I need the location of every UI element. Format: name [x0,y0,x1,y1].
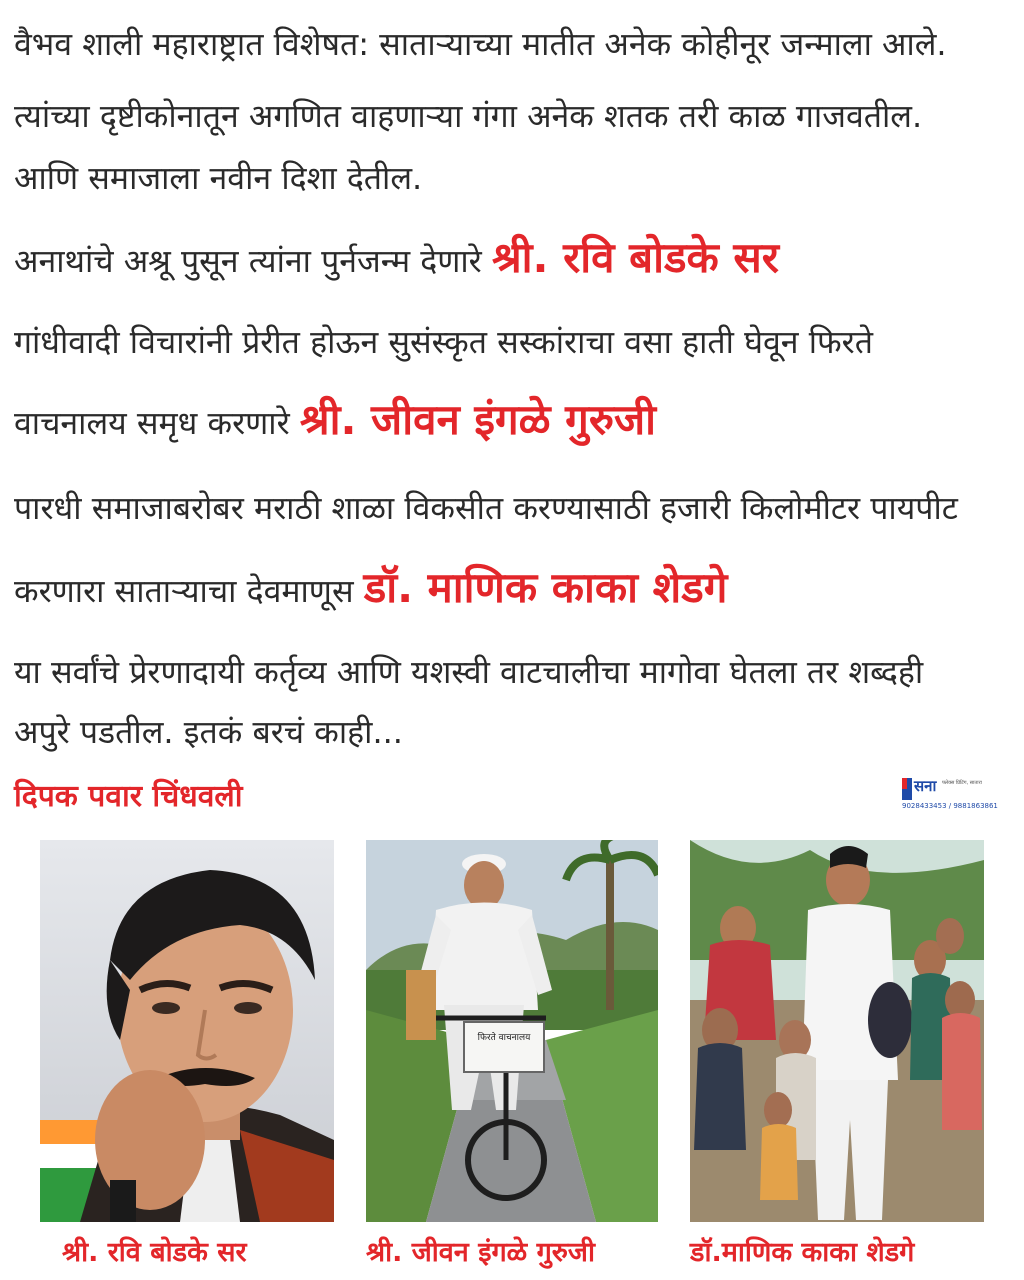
intro-line-3: आणि समाजाला नवीन दिशा देतील. [14,159,423,197]
manik-description-line: पारधी समाजाबरोबर मराठी शाळा विकसीत करण्यासाठी हजारी किलोमीटर पायपीट [14,489,958,527]
jeevan-name-heading: श्री. जीवन इंगळे गुरुजी [299,395,656,444]
ravi-intro-text: अनाथांचे अश्रू पुसून त्यांना पुर्नजन्म देणारे [14,242,482,280]
logo-phone-numbers: 9028433453 / 9881863861 [902,802,998,810]
jeevan-description-line: गांधीवादी विचारांनी प्रेरीत होऊन सुसंस्कृत सस्कांराचा वसा हाती घेवून फिरते [14,323,874,361]
author-signature: दिपक पवार चिंधवली [14,779,243,814]
manik-shedge-photo [690,840,984,1222]
printer-logo [902,776,998,814]
manik-line [14,563,1016,612]
intro-line-2: त्यांच्या दृष्टीकोनातून अगणित वाहणाऱ्या गंगा अनेक शतक तरी काळ गाजवतील. [14,97,923,135]
closing-line-2: अपुरे पडतील. इतकं बरचं काही... [14,713,403,751]
closing-line-1: या सर्वांचे प्रेरणादायी कर्तृव्य आणि यशस्वी वाटचालीचा मागोवा घेतला तर शब्दही [14,653,924,691]
ravi-name-heading: श्री. रवि बोडके सर [491,233,779,282]
caption-manik: डॉ.माणिक काका शेडगे [690,1237,915,1268]
manik-name-heading: डॉ. माणिक काका शेडगे [363,563,728,612]
manik-intro-text: करणारा साताऱ्याचा देवमाणूस [14,572,354,610]
bicycle-box-label: फिरते वाचनालय [477,1033,531,1043]
jeevan-ingle-photo [366,840,658,1222]
caption-jeevan: श्री. जीवन इंगळे गुरुजी [366,1237,595,1268]
logo-brand: सना [914,777,937,795]
ravi-bodke-photo [40,840,334,1222]
intro-line-1: वैभव शाली महाराष्ट्रात विशेषत: साताऱ्याच्या मातीत अनेक कोहीनूर जन्माला आले. [14,25,947,63]
jeevan-intro-text: वाचनालय समृध करणारे [14,404,290,442]
logo-mark-icon [902,778,912,800]
jeevan-line [14,395,1016,444]
ravi-line [14,233,1016,282]
logo-tagline: फ्लेक्स प्रिंटिंग, सातारा [942,780,982,786]
caption-ravi: श्री. रवि बोडके सर [62,1237,247,1268]
